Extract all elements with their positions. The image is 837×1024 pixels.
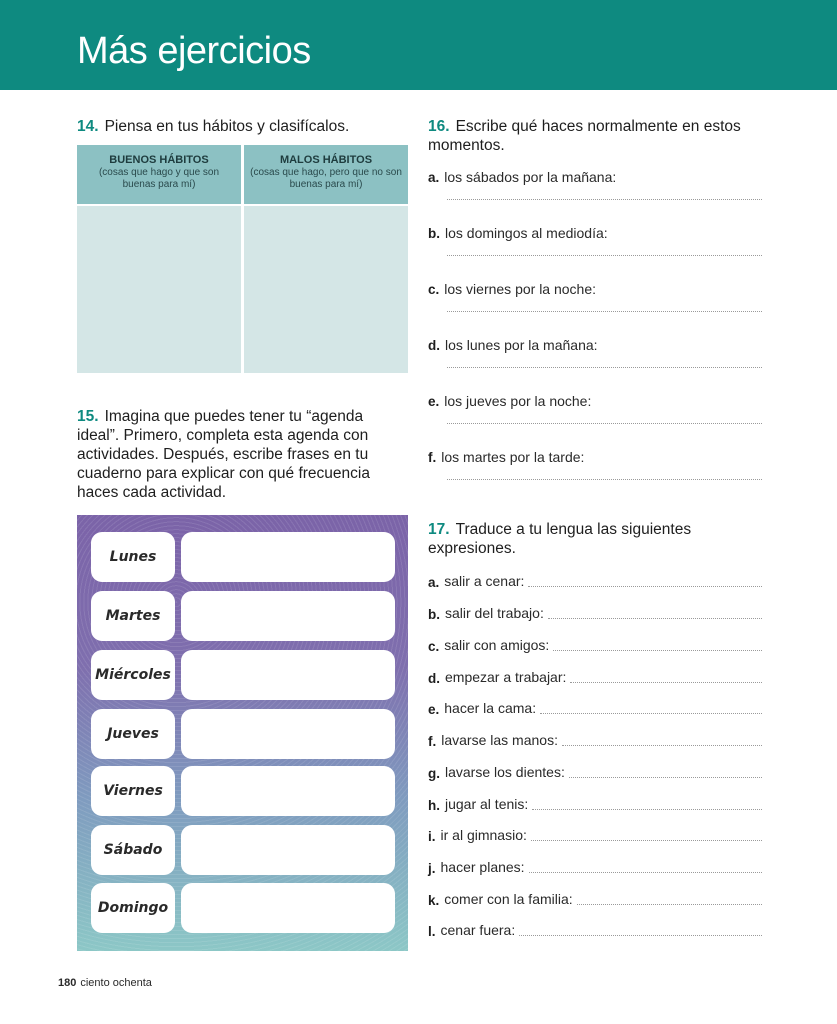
good-habits-writing-area[interactable] xyxy=(77,206,241,373)
agenda-row-monday xyxy=(91,532,395,582)
exercise-17-item xyxy=(428,666,762,686)
exercise-17-item xyxy=(428,697,762,717)
page-number: 180 xyxy=(58,977,77,989)
item-prompt: hacer la cama: xyxy=(444,700,537,716)
item-letter: e. xyxy=(428,394,440,409)
answer-line[interactable] xyxy=(553,650,762,651)
exercise-16-item xyxy=(428,448,762,504)
answer-line[interactable] xyxy=(447,423,762,424)
item-prompt: los jueves por la noche: xyxy=(444,393,592,409)
exercise-15-instruction: Imagina que puedes tener tu “agenda ideal”. Primero, completa esta agenda con actividades. Después, escribe frases en tu cuaderno para explicar con qué frecuencia haces cada actividad. xyxy=(77,408,370,501)
exercise-15-title xyxy=(77,407,407,502)
agenda-row-saturday xyxy=(91,825,395,875)
item-prompt: salir con amigos: xyxy=(444,637,550,653)
item-prompt: los domingos al mediodía: xyxy=(445,225,608,241)
item-prompt: cenar fuera: xyxy=(440,922,516,938)
answer-line[interactable] xyxy=(532,809,762,810)
exercise-17-item xyxy=(428,856,762,876)
page-title: Más ejercicios xyxy=(77,30,311,72)
item-letter: d. xyxy=(428,671,440,686)
answer-line[interactable] xyxy=(540,713,762,714)
answer-line[interactable] xyxy=(528,586,762,587)
item-letter: c. xyxy=(428,282,440,297)
exercise-17-title xyxy=(428,520,758,558)
item-prompt: lavarse las manos: xyxy=(441,732,558,748)
answer-line[interactable] xyxy=(531,840,762,841)
answer-line[interactable] xyxy=(548,618,762,619)
item-prompt: salir del trabajo: xyxy=(445,605,544,621)
agenda-day-label: Jueves xyxy=(91,709,175,759)
agenda-slot-saturday[interactable] xyxy=(181,825,395,875)
exercise-16-number: 16. xyxy=(428,118,450,135)
good-habits-subtitle: (cosas que hago y que son buenas para mí) xyxy=(98,167,220,190)
habits-table xyxy=(77,145,408,373)
item-letter: j. xyxy=(428,861,436,876)
answer-line[interactable] xyxy=(562,745,762,746)
answer-line[interactable] xyxy=(570,682,762,683)
exercise-17-number: 17. xyxy=(428,521,450,538)
answer-line[interactable] xyxy=(447,255,762,256)
exercise-16-item xyxy=(428,392,762,448)
item-letter: f. xyxy=(428,450,437,465)
agenda-row-sunday xyxy=(91,883,395,933)
answer-line[interactable] xyxy=(447,311,762,312)
agenda-day-label: Martes xyxy=(91,591,175,641)
item-prompt: comer con la familia: xyxy=(444,891,573,907)
agenda-row-thursday xyxy=(91,709,395,759)
exercise-16-instruction: Escribe qué haces normalmente en estos momentos. xyxy=(428,118,741,154)
exercise-17-item xyxy=(428,602,762,622)
item-prompt: lavarse los dientes: xyxy=(445,764,565,780)
agenda-slot-sunday[interactable] xyxy=(181,883,395,933)
item-prompt: empezar a trabajar: xyxy=(445,669,567,685)
answer-line[interactable] xyxy=(529,872,762,873)
item-letter: i. xyxy=(428,829,436,844)
agenda-slot-friday[interactable] xyxy=(181,766,395,816)
agenda-day-label: Domingo xyxy=(91,883,175,933)
exercise-17-item xyxy=(428,793,762,813)
page-footer xyxy=(58,977,152,989)
agenda-day-label: Sábado xyxy=(91,825,175,875)
answer-line[interactable] xyxy=(447,479,762,480)
answer-line[interactable] xyxy=(519,935,762,936)
item-prompt: jugar al tenis: xyxy=(445,796,529,812)
bad-habits-header xyxy=(244,145,408,204)
item-letter: a. xyxy=(428,575,440,590)
item-prompt: los viernes por la noche: xyxy=(444,281,597,297)
item-letter: f. xyxy=(428,734,437,749)
exercise-17-item xyxy=(428,729,762,749)
item-letter: d. xyxy=(428,338,440,353)
exercise-17-item xyxy=(428,824,762,844)
answer-line[interactable] xyxy=(569,777,762,778)
good-habits-header xyxy=(77,145,241,204)
item-prompt: los sábados por la mañana: xyxy=(444,169,617,185)
item-letter: k. xyxy=(428,893,440,908)
page-number-words: ciento ochenta xyxy=(80,977,152,989)
exercise-17-item xyxy=(428,761,762,781)
agenda-slot-wednesday[interactable] xyxy=(181,650,395,700)
agenda-panel xyxy=(77,515,408,951)
item-letter: e. xyxy=(428,702,440,717)
answer-line[interactable] xyxy=(577,904,762,905)
exercise-15-number: 15. xyxy=(77,408,99,425)
answer-line[interactable] xyxy=(447,367,762,368)
item-prompt: salir a cenar: xyxy=(444,573,525,589)
bad-habits-column xyxy=(244,145,408,373)
agenda-day-label: Viernes xyxy=(91,766,175,816)
item-prompt: ir al gimnasio: xyxy=(440,827,527,843)
exercise-16-item xyxy=(428,280,762,336)
good-habits-title: BUENOS HÁBITOS xyxy=(109,154,209,166)
bad-habits-title: MALOS HÁBITOS xyxy=(279,154,373,166)
agenda-slot-tuesday[interactable] xyxy=(181,591,395,641)
exercise-17-item xyxy=(428,570,762,590)
page-header xyxy=(0,0,837,90)
exercise-17-item xyxy=(428,919,762,939)
item-letter: g. xyxy=(428,766,440,781)
exercise-17-instruction: Traduce a tu lengua las siguientes expresiones. xyxy=(428,521,692,557)
item-letter: l. xyxy=(428,924,436,939)
item-prompt: los lunes por la mañana: xyxy=(445,337,598,353)
item-prompt: los martes por la tarde: xyxy=(441,449,585,465)
agenda-slot-monday[interactable] xyxy=(181,532,395,582)
agenda-day-label: Lunes xyxy=(91,532,175,582)
bad-habits-subtitle: (cosas que hago, pero que no son buenas para mí) xyxy=(250,167,402,190)
exercise-14-instruction: Piensa en tus hábitos y clasifícalos. xyxy=(104,118,350,135)
bad-habits-writing-area[interactable] xyxy=(244,206,408,373)
item-letter: b. xyxy=(428,226,440,241)
item-letter: h. xyxy=(428,798,440,813)
exercise-16-title xyxy=(428,117,758,155)
item-letter: b. xyxy=(428,607,440,622)
exercise-14-number: 14. xyxy=(77,118,99,135)
exercise-17-item xyxy=(428,634,762,654)
exercise-17-item xyxy=(428,888,762,908)
exercise-16-item xyxy=(428,168,762,224)
item-letter: c. xyxy=(428,639,440,654)
item-letter: a. xyxy=(428,170,440,185)
agenda-day-label: Miércoles xyxy=(91,650,175,700)
answer-line[interactable] xyxy=(447,199,762,200)
item-prompt: hacer planes: xyxy=(440,859,525,875)
exercise-16-item xyxy=(428,224,762,280)
agenda-row-tuesday xyxy=(91,591,395,641)
agenda-slot-thursday[interactable] xyxy=(181,709,395,759)
agenda-row-wednesday xyxy=(91,650,395,700)
agenda-row-friday xyxy=(91,766,395,816)
exercise-16-item xyxy=(428,336,762,392)
good-habits-column xyxy=(77,145,241,373)
exercise-14-title xyxy=(77,117,407,136)
